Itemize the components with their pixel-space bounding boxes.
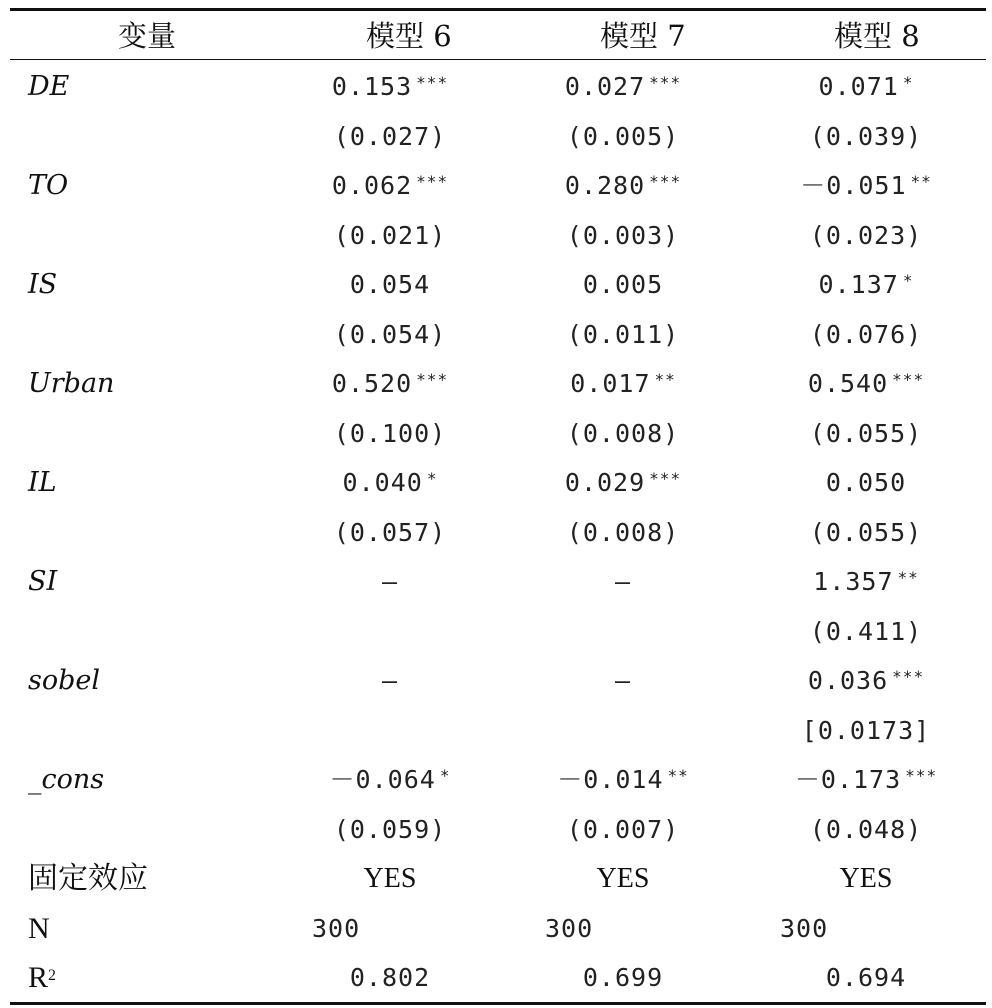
significance-stars: **: [910, 172, 932, 191]
coefficient-value: 300: [780, 913, 829, 943]
coefficient-value: (0.003): [566, 220, 680, 250]
table-row: [10, 607, 986, 657]
variable-text: _cons: [28, 764, 105, 795]
significance-stars: ***: [649, 172, 682, 191]
coefficient-value: 0.699: [582, 963, 664, 992]
model-8-cell: [776, 516, 956, 550]
model-8-cell: [776, 318, 956, 352]
coefficient-value: 300: [312, 913, 361, 943]
significance-stars: **: [654, 370, 676, 389]
model-7-cell: [543, 70, 703, 104]
model-8-cell: [780, 912, 828, 946]
variable-text: SI: [28, 566, 58, 597]
model-6-cell: [310, 120, 470, 154]
model-6-cell: [310, 268, 470, 302]
model-6-cell: [310, 417, 470, 451]
model-6-cell: [310, 169, 470, 203]
coefficient-value: 0.029: [564, 468, 646, 497]
model-6-cell: [310, 664, 470, 698]
model-6-cell: [310, 763, 470, 797]
coefficient-value: 0.520: [331, 369, 413, 398]
model-7-cell: [543, 516, 703, 550]
coefficient-value: 0.036: [807, 666, 889, 695]
table-header-row: [10, 12, 986, 58]
coefficient-value: 0.280: [564, 171, 646, 200]
significance-stars: *: [902, 271, 914, 290]
coefficient-value: (0.100): [333, 418, 447, 448]
table-row: [10, 854, 986, 904]
row-variable-label: [28, 367, 114, 401]
significance-stars: *: [426, 469, 438, 488]
coefficient-value: 0.153: [331, 72, 413, 101]
table-row: [10, 904, 986, 954]
significance-stars: *: [902, 73, 914, 92]
model-6-cell: [310, 466, 470, 500]
significance-stars: ***: [649, 73, 682, 92]
significance-stars: ***: [892, 667, 925, 686]
table-row: [10, 359, 986, 409]
coefficient-value: 0.017: [570, 369, 651, 398]
model-8-cell: [776, 763, 956, 797]
model-7-cell: [543, 417, 703, 451]
table-header-rule: [10, 59, 986, 60]
row-variable-label: [28, 169, 68, 203]
significance-stars: **: [667, 766, 689, 785]
significance-stars: ***: [649, 469, 682, 488]
row-variable-label: [28, 466, 57, 500]
row-variable-label: [28, 664, 100, 698]
table-row: [10, 260, 986, 310]
coefficient-value: 1.357: [813, 567, 894, 596]
model-7-cell: [543, 664, 703, 698]
significance-stars: ***: [416, 370, 449, 389]
table-row: [10, 805, 986, 855]
coefficient-value: (0.059): [333, 814, 447, 844]
coefficient-value: (0.027): [333, 121, 447, 151]
coefficient-value: (0.076): [809, 319, 923, 349]
table-bottom-rule: [10, 1002, 986, 1005]
row-variable-label: [28, 70, 69, 104]
significance-stars: ***: [892, 370, 925, 389]
table-row: [10, 508, 986, 558]
coefficient-value: (0.039): [809, 121, 923, 151]
model-7-cell: [543, 813, 703, 847]
coefficient-value: －0.051: [800, 171, 907, 200]
row-variable-label: [28, 961, 56, 995]
model-7-cell: [543, 862, 703, 896]
regression-table: [10, 0, 986, 1006]
coefficient-value: 0.694: [825, 963, 907, 992]
variable-text: N: [28, 911, 50, 945]
model-6-cell: [310, 318, 470, 352]
model-7-cell: [543, 120, 703, 154]
significance-stars: ***: [416, 172, 449, 191]
model-8-cell: [776, 367, 956, 401]
table-row: [10, 557, 986, 607]
coefficient-value: (0.411): [809, 616, 923, 646]
coefficient-value: YES: [596, 863, 650, 894]
model-8-cell: [776, 120, 956, 154]
coefficient-value: —: [614, 567, 632, 596]
coefficient-value: (0.008): [566, 418, 680, 448]
coefficient-value: 300: [545, 913, 594, 943]
model-7-cell: [543, 318, 703, 352]
model-8-cell: [776, 813, 956, 847]
coefficient-value: －0.064: [329, 765, 436, 794]
model-7-cell: [543, 367, 703, 401]
coefficient-value: YES: [839, 863, 893, 894]
coefficient-value: (0.054): [333, 319, 447, 349]
variable-text: Urban: [28, 368, 115, 399]
row-variable-label: [28, 268, 57, 302]
model-7-cell: [543, 219, 703, 253]
table-row: [10, 211, 986, 261]
coefficient-value: －0.014: [557, 765, 664, 794]
table-row: [10, 161, 986, 211]
variable-superscript: 2: [48, 967, 57, 984]
table-row: [10, 310, 986, 360]
table-row: [10, 706, 986, 756]
coefficient-value: (0.011): [566, 319, 680, 349]
coefficient-value: (0.055): [809, 418, 923, 448]
coefficient-value: (0.021): [333, 220, 447, 250]
model-7-cell: [543, 763, 703, 797]
table-row: [10, 458, 986, 508]
variable-text: sobel: [28, 665, 101, 696]
coefficient-value: 0.050: [825, 468, 907, 497]
variable-text: DE: [28, 71, 70, 102]
coefficient-value: 0.027: [564, 72, 646, 101]
coefficient-value: 0.071: [818, 72, 899, 101]
coefficient-value: 0.040: [342, 468, 423, 497]
significance-stars: ***: [416, 73, 449, 92]
variable-text: R: [28, 961, 49, 994]
variable-text: IS: [28, 269, 58, 300]
table-row: [10, 409, 986, 459]
model-7-cell: [543, 466, 703, 500]
model-6-cell: [312, 912, 360, 946]
model-8-cell: [776, 565, 956, 599]
coefficient-value: (0.048): [809, 814, 923, 844]
coefficient-value: —: [381, 666, 399, 695]
coefficient-value: (0.008): [566, 517, 680, 547]
model-8-cell: [776, 268, 956, 302]
significance-stars: **: [897, 568, 919, 587]
model-6-cell: [310, 219, 470, 253]
model-8-cell: [776, 664, 956, 698]
coefficient-value: 0.062: [331, 171, 413, 200]
model-7-cell: [543, 961, 703, 995]
table-row: [10, 953, 986, 1003]
row-variable-label: [28, 862, 148, 896]
coefficient-value: －0.173: [794, 765, 902, 794]
model-8-cell: [776, 714, 956, 748]
table-top-rule: [10, 8, 986, 11]
model-6-cell: [310, 862, 470, 896]
coefficient-value: 0.005: [582, 270, 664, 299]
model-8-cell: [776, 615, 956, 649]
coefficient-value: (0.055): [809, 517, 923, 547]
variable-text: 固定效应: [28, 862, 148, 895]
header-model-6: 模型 6: [366, 19, 452, 53]
coefficient-value: 0.054: [349, 270, 431, 299]
coefficient-value: YES: [363, 863, 417, 894]
coefficient-value: (0.005): [566, 121, 680, 151]
significance-stars: *: [439, 766, 451, 785]
model-7-cell: [543, 565, 703, 599]
model-6-cell: [310, 516, 470, 550]
model-6-cell: [310, 813, 470, 847]
model-8-cell: [776, 169, 956, 203]
variable-text: IL: [28, 467, 57, 498]
model-7-cell: [543, 169, 703, 203]
coefficient-value: (0.007): [566, 814, 680, 844]
coefficient-value: —: [381, 567, 399, 596]
variable-text: TO: [28, 170, 69, 201]
model-8-cell: [776, 466, 956, 500]
model-8-cell: [776, 417, 956, 451]
table-row: [10, 62, 986, 112]
header-model-7: 模型 7: [600, 19, 686, 53]
row-variable-label: [28, 763, 104, 797]
coefficient-value: 0.802: [349, 963, 431, 992]
model-7-cell: [545, 912, 593, 946]
model-8-cell: [776, 961, 956, 995]
header-model-8: 模型 8: [834, 19, 920, 53]
coefficient-value: 0.137: [818, 270, 899, 299]
coefficient-value: —: [614, 666, 632, 695]
model-6-cell: [310, 961, 470, 995]
coefficient-value: (0.057): [333, 517, 447, 547]
model-8-cell: [776, 862, 956, 896]
table-row: [10, 112, 986, 162]
coefficient-value: 0.540: [807, 369, 889, 398]
coefficient-value: [0.0173]: [801, 715, 931, 745]
model-8-cell: [776, 219, 956, 253]
model-6-cell: [310, 70, 470, 104]
model-6-cell: [310, 565, 470, 599]
model-6-cell: [310, 367, 470, 401]
model-7-cell: [543, 268, 703, 302]
header-variable: 变量: [118, 19, 177, 53]
row-variable-label: [28, 565, 57, 599]
coefficient-value: (0.023): [809, 220, 923, 250]
significance-stars: ***: [905, 766, 938, 785]
table-row: [10, 656, 986, 706]
model-8-cell: [776, 70, 956, 104]
row-variable-label: [28, 912, 50, 946]
table-row: [10, 755, 986, 805]
